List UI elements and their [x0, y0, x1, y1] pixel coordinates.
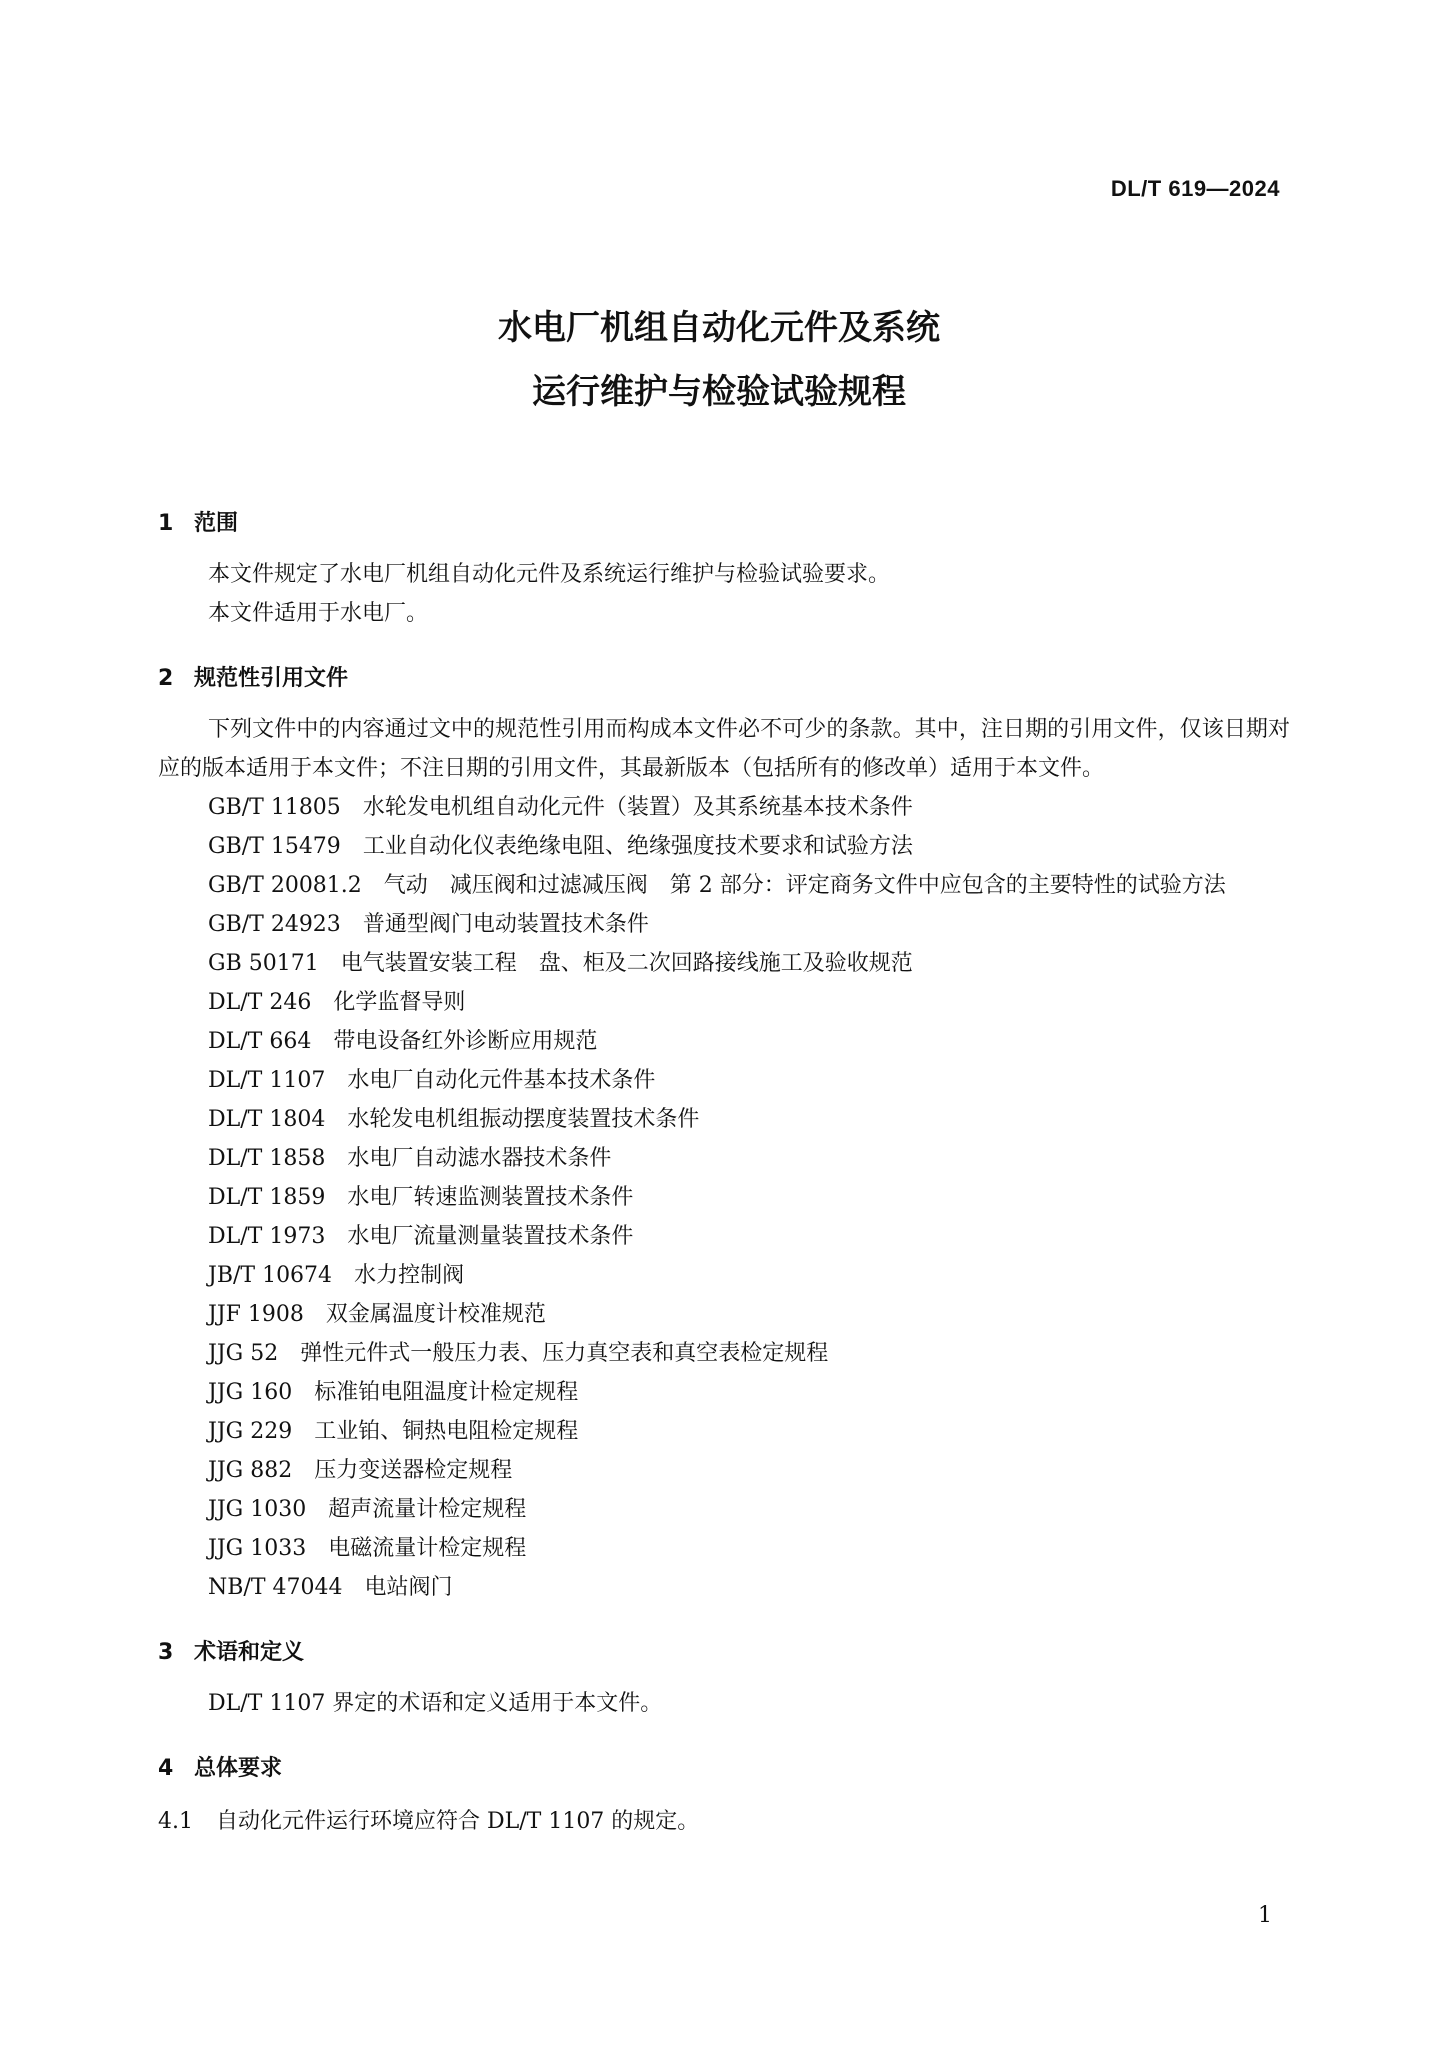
reference-item — [158, 1412, 1290, 1451]
reference-code: GB/T 11805 — [208, 795, 341, 820]
document-body — [158, 488, 1290, 1841]
reference-item — [158, 1022, 1290, 1061]
reference-item — [158, 1256, 1290, 1295]
reference-item — [158, 788, 1290, 827]
reference-item — [158, 866, 1290, 905]
reference-item — [158, 983, 1290, 1022]
reference-code: DL/T 1804 — [208, 1107, 326, 1132]
reference-code: DL/T 1107 — [208, 1068, 326, 1093]
reference-title: 水电厂转速监测装置技术条件 — [347, 1185, 634, 1210]
section-3-heading — [158, 1633, 1290, 1672]
reference-title: 弹性元件式一般压力表、压力真空表和真空表检定规程 — [300, 1341, 829, 1366]
reference-title: 带电设备红外诊断应用规范 — [333, 1029, 598, 1054]
reference-code: JJG 1033 — [208, 1536, 307, 1561]
section-title: 术语和定义 — [194, 1640, 305, 1665]
paragraph: DL/T 1107 界定的术语和定义适用于本文件。 — [208, 1691, 663, 1716]
reference-item — [158, 905, 1290, 944]
reference-code: GB/T 15479 — [208, 834, 341, 859]
title-line-1: 水电厂机组自动化元件及系统 — [498, 308, 940, 348]
paragraph: 本文件适用于水电厂。 — [208, 601, 429, 626]
reference-item — [158, 1373, 1290, 1412]
title-line-2: 运行维护与检验试验规程 — [532, 372, 906, 412]
reference-code: DL/T 246 — [208, 990, 312, 1015]
reference-code: JJF 1908 — [208, 1302, 304, 1327]
reference-item — [158, 1529, 1290, 1568]
section-4-heading — [158, 1749, 1290, 1788]
reference-code: DL/T 1973 — [208, 1224, 326, 1249]
clause-4-1 — [158, 1802, 1290, 1841]
reference-code: JB/T 10674 — [208, 1263, 333, 1288]
reference-title: 水电厂流量测量装置技术条件 — [347, 1224, 634, 1249]
reference-title: 水电厂自动滤水器技术条件 — [347, 1146, 612, 1171]
reference-code: GB/T 24923 — [208, 912, 341, 937]
reference-title: 电磁流量计检定规程 — [328, 1536, 527, 1561]
reference-title: 双金属温度计校准规范 — [325, 1302, 546, 1327]
reference-item — [158, 1061, 1290, 1100]
section-2-heading — [158, 659, 1290, 698]
reference-code: JJG 160 — [208, 1380, 293, 1405]
standard-code: DL/T 619—2024 — [1110, 176, 1280, 201]
reference-item — [158, 944, 1290, 983]
reference-item — [158, 1451, 1290, 1490]
reference-item — [158, 1295, 1290, 1334]
reference-title: 超声流量计检定规程 — [328, 1497, 527, 1522]
reference-code: JJG 1030 — [208, 1497, 307, 1522]
reference-title: 水力控制阀 — [354, 1263, 465, 1288]
page-number: 1 — [1258, 1903, 1272, 1928]
reference-title: 化学监督导则 — [333, 990, 466, 1015]
reference-code: JJG 52 — [208, 1341, 279, 1366]
clause-text: 自动化元件运行环境应符合 DL/T 1107 的规定。 — [216, 1809, 700, 1834]
reference-list — [158, 788, 1290, 1607]
section-1-heading — [158, 504, 1290, 543]
paragraph: 本文件规定了水电厂机组自动化元件及系统运行维护与检验试验要求。 — [208, 562, 891, 587]
document-title — [0, 296, 1438, 424]
section-number: 1 — [158, 511, 174, 536]
reference-title: 普通型阀门电动装置技术条件 — [362, 912, 649, 937]
paragraph: 下列文件中的内容通过文中的规范性引用而构成本文件必不可少的条款。其中，注日期的引用文件，仅该日期对应的版本适用于本文件；不注日期的引用文件，其最新版本（包括所有的修改单）适用于本文件。 — [158, 717, 1290, 781]
reference-code: JJG 229 — [208, 1419, 293, 1444]
reference-title: 水电厂自动化元件基本技术条件 — [347, 1068, 656, 1093]
reference-title: 工业铂、铜热电阻检定规程 — [314, 1419, 579, 1444]
reference-title: 电气装置安装工程 盘、柜及二次回路接线施工及验收规范 — [340, 951, 913, 976]
reference-code: DL/T 664 — [208, 1029, 312, 1054]
reference-title: 标准铂电阻温度计检定规程 — [314, 1380, 579, 1405]
reference-item — [158, 1334, 1290, 1373]
reference-item — [158, 1139, 1290, 1178]
reference-code: GB 50171 — [208, 951, 319, 976]
reference-item — [158, 1217, 1290, 1256]
reference-title: 水轮发电机组自动化元件（装置）及其系统基本技术条件 — [362, 795, 913, 820]
section-title: 规范性引用文件 — [194, 666, 349, 691]
reference-title: 水轮发电机组振动摆度装置技术条件 — [347, 1107, 700, 1132]
reference-title: 电站阀门 — [364, 1575, 453, 1600]
reference-code: DL/T 1859 — [208, 1185, 326, 1210]
reference-code: NB/T 47044 — [208, 1575, 343, 1600]
reference-item — [158, 1490, 1290, 1529]
reference-item — [158, 1100, 1290, 1139]
reference-item — [158, 1568, 1290, 1607]
section-title: 总体要求 — [194, 1756, 283, 1781]
reference-item — [158, 1178, 1290, 1217]
section-number: 2 — [158, 666, 174, 691]
section-number: 3 — [158, 1640, 174, 1665]
reference-item — [158, 827, 1290, 866]
reference-title: 气动 减压阀和过滤减压阀 第 2 部分：评定商务文件中应包含的主要特性的试验方法 — [383, 873, 1226, 898]
reference-code: DL/T 1858 — [208, 1146, 326, 1171]
section-number: 4 — [158, 1756, 174, 1781]
reference-code: GB/T 20081.2 — [208, 873, 362, 898]
clause-number: 4.1 — [158, 1809, 193, 1834]
reference-title: 压力变送器检定规程 — [314, 1458, 513, 1483]
reference-title: 工业自动化仪表绝缘电阻、绝缘强度技术要求和试验方法 — [362, 834, 913, 859]
reference-code: JJG 882 — [208, 1458, 293, 1483]
section-title: 范围 — [194, 511, 239, 536]
